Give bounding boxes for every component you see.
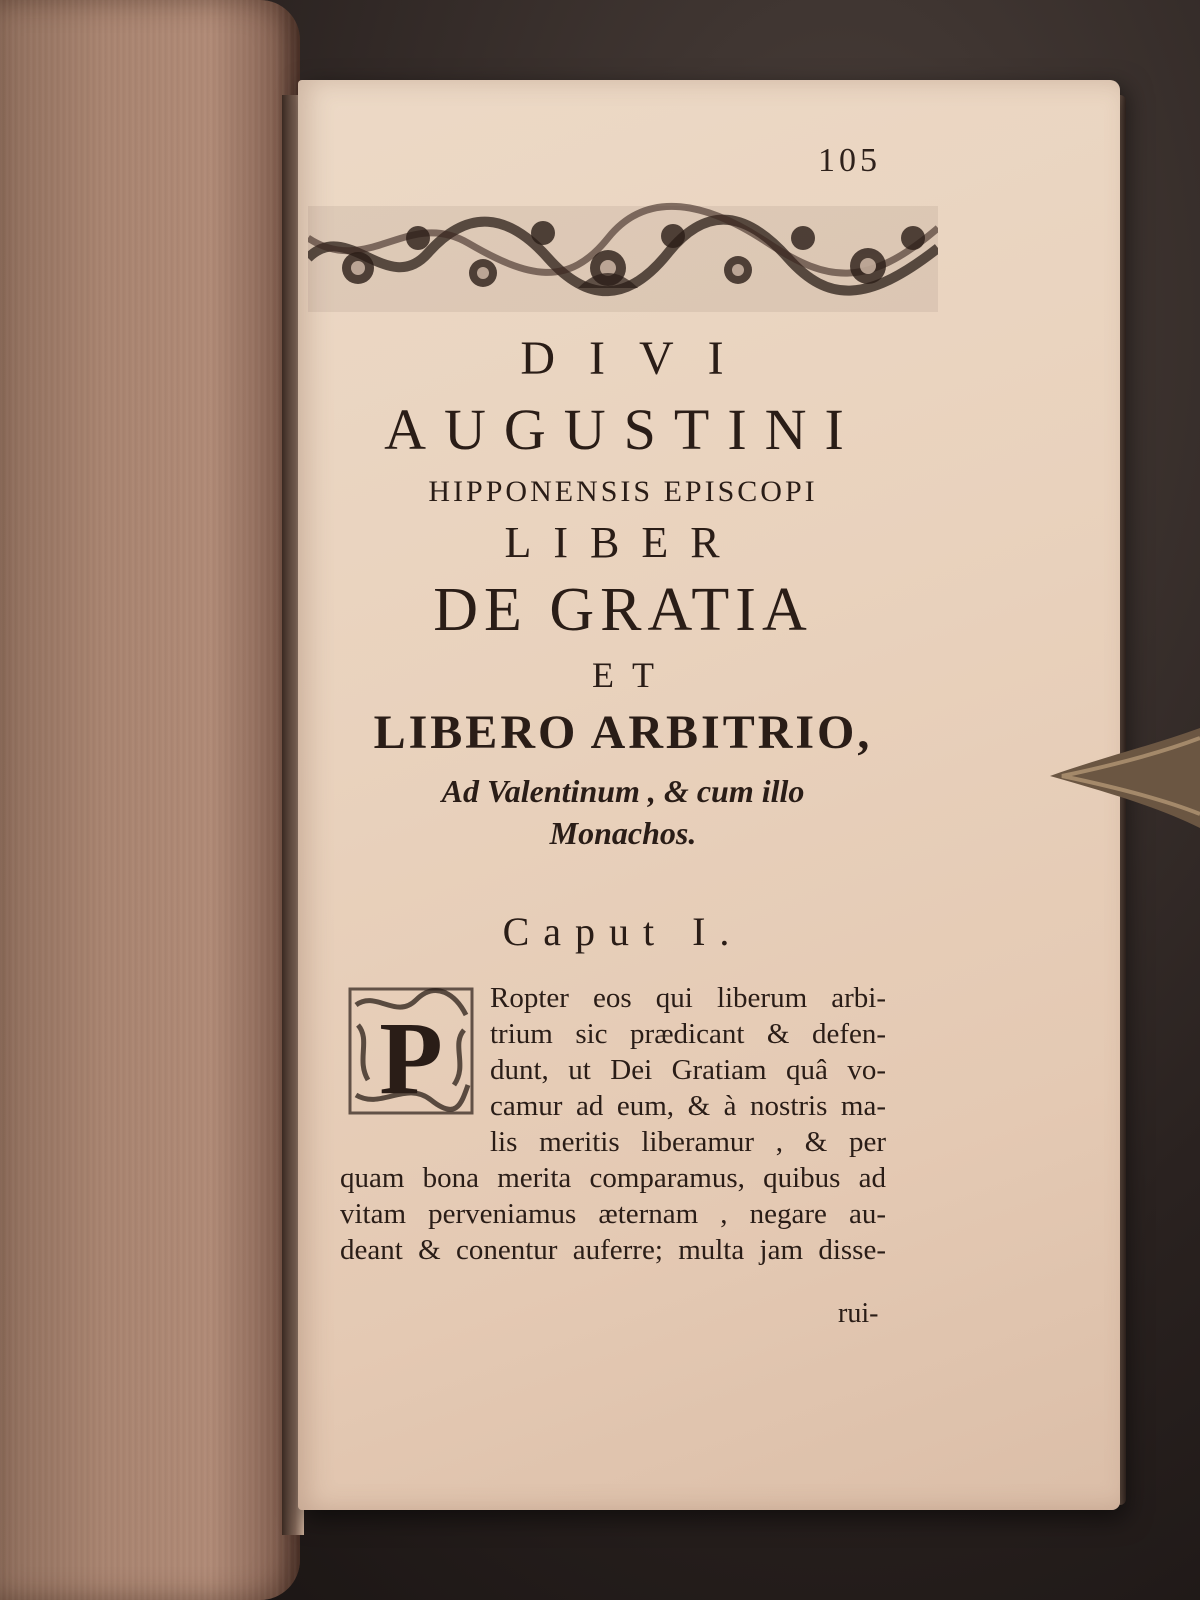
body-line: vitam perveniamus æternam , negare au-: [340, 1198, 886, 1230]
subtitle-line-2: Monachos.: [549, 815, 697, 851]
chapter-heading: Caput I.: [502, 909, 744, 954]
title-line-augustini: AUGUSTINI: [384, 397, 862, 462]
dropcap-letter: P: [379, 1001, 443, 1116]
title-line-divi: DIVI: [520, 332, 758, 385]
title-line-hipponensis: HIPPONENSIS EPISCOPI: [428, 475, 818, 508]
title-line-et: ET: [592, 655, 672, 695]
left-page: [0, 0, 300, 1600]
body-line: trium sic prædicant & defen-: [490, 1018, 886, 1050]
body-line: dunt, ut Dei Gratiam quâ vo-: [490, 1054, 886, 1086]
subtitle-line-1: Ad Valentinum , & cum illo: [441, 773, 805, 809]
decorated-initial: [346, 985, 476, 1117]
bookmark-clip: [1050, 728, 1200, 828]
body-text-full: [340, 1160, 886, 1268]
title-line-libero-arbitrio: LIBERO ARBITRIO,: [373, 706, 873, 759]
body-text-indented: [490, 980, 886, 1160]
title-block: [318, 332, 928, 851]
body-line: deant & conentur auferre; multa jam disse-: [340, 1234, 886, 1266]
title-line-liber: LIBER: [504, 518, 742, 567]
body-line: camur ad eum, & à nostris ma-: [490, 1090, 886, 1122]
page-number: 105: [818, 142, 881, 179]
body-line: lis meritis liberamur , & per: [490, 1126, 886, 1158]
ornamental-headpiece: [308, 198, 938, 320]
paper-grain: [0, 0, 300, 1600]
right-page: [298, 80, 1120, 1510]
body-line: quam bona merita comparamus, quibus ad: [340, 1162, 886, 1194]
body-line: Ropter eos qui liberum arbi-: [490, 982, 886, 1014]
title-line-de-gratia: DE GRATIA: [433, 576, 813, 644]
catchword: rui-: [838, 1298, 879, 1329]
